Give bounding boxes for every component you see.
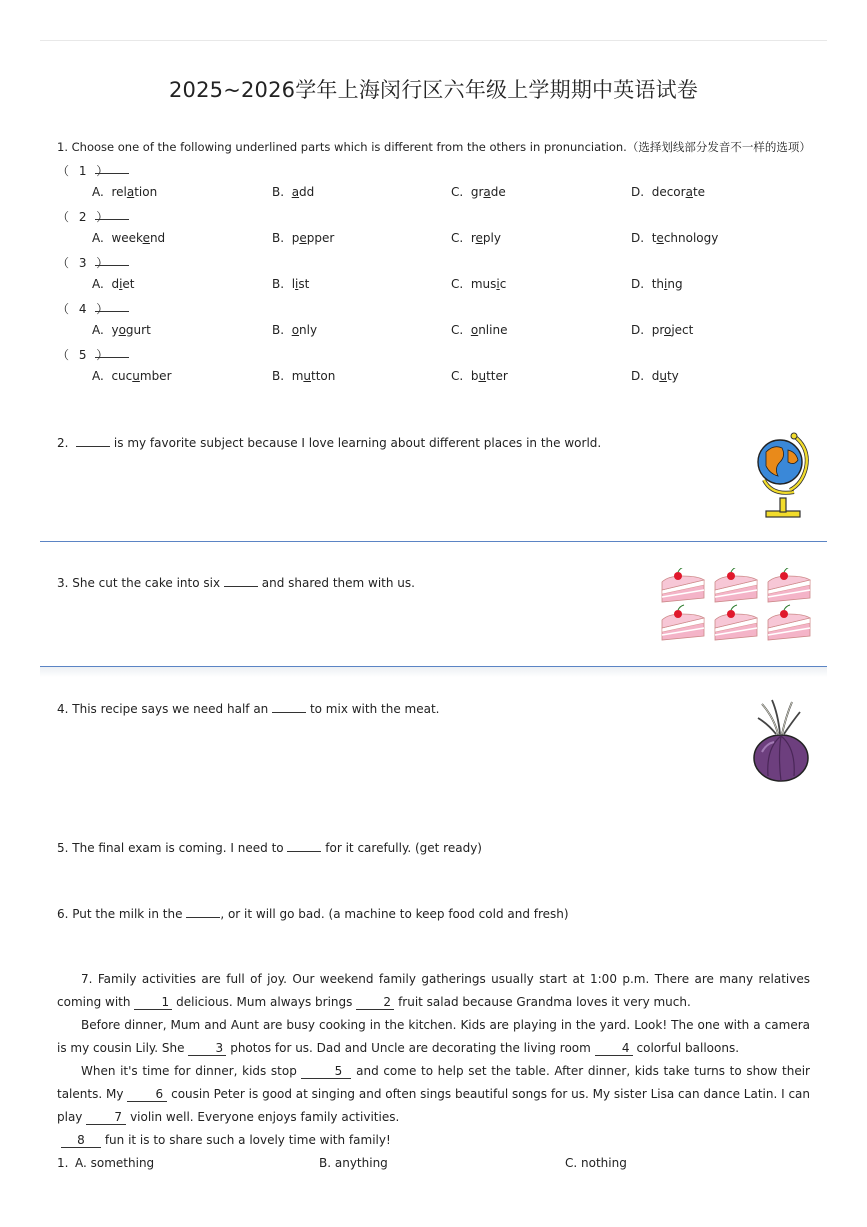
underlined-letter: a [685, 185, 693, 199]
cake-slice [662, 568, 704, 602]
q1-option[interactable] [92, 277, 135, 291]
underlined-letter: u [303, 369, 311, 383]
underlined-letter: a [483, 185, 491, 199]
underlined-letter: i [664, 277, 668, 291]
cake-slice [715, 568, 757, 602]
option-b[interactable]: B. anything [319, 1156, 388, 1170]
q1-option[interactable] [631, 323, 693, 337]
underlined-letter: i [119, 277, 123, 291]
passage-gap-3[interactable]: 3 [188, 1041, 226, 1056]
answer-blank[interactable] [272, 701, 306, 713]
passage-paragraph: Before dinner, Mum and Aunt are busy cooking in the kitchen. Kids are playing in the yard. Look! The one with a camera is my cousin Lily. She 3 photos for us. Dad and Uncle are decorating the living room 4 colorful balloons. [57, 1018, 810, 1055]
passage-gap-4[interactable]: 4 [595, 1041, 633, 1056]
word-part: th [651, 277, 665, 291]
underlined-letter: e [475, 231, 483, 245]
option-label: D. [631, 185, 645, 199]
word-part: pper [306, 231, 335, 245]
q1-item-number: （ 1 ） [57, 164, 112, 178]
word-part: dd [299, 185, 315, 199]
word-part: decor [651, 185, 686, 199]
option-label: D. [631, 323, 645, 337]
answer-blank[interactable] [224, 575, 258, 587]
passage-gap-8[interactable]: 8 [61, 1133, 101, 1148]
answer-blank[interactable] [186, 906, 220, 918]
underlined-letter: u [132, 369, 140, 383]
underlined-letter: u [478, 369, 487, 383]
q1-item-number: （ 5 ） [57, 348, 112, 362]
q1-option[interactable] [631, 277, 683, 291]
word-part: week [111, 231, 143, 245]
option-label: C. [451, 323, 464, 337]
underlined-letter: e [142, 231, 150, 245]
q1-option[interactable] [451, 323, 507, 337]
option-label: A. [92, 231, 104, 245]
word-part: rel [111, 185, 127, 199]
passage-gap-2[interactable]: 2 [356, 995, 394, 1010]
word-part: l [291, 277, 296, 291]
word-part: t [651, 231, 657, 245]
q1-option[interactable] [92, 231, 165, 245]
option-label: B. [272, 323, 285, 337]
option-label: B. [272, 231, 285, 245]
q1-item-number: （ 4 ） [57, 302, 112, 316]
word-part: nline [478, 323, 508, 337]
q1-option[interactable] [272, 231, 334, 245]
cake-slices-image [658, 568, 814, 646]
answer-number: 1. [57, 1156, 69, 1170]
q1-option[interactable] [272, 369, 335, 383]
underlined-letter: e [656, 231, 664, 245]
answer-blank[interactable] [95, 300, 129, 312]
q4-text: 4. This recipe says we need half an to mix with the meat. [57, 702, 440, 716]
q1-option[interactable] [92, 185, 157, 199]
q1-item-number: （ 2 ） [57, 210, 112, 224]
q1-option[interactable] [451, 231, 501, 245]
q1-option[interactable] [272, 323, 317, 337]
page-title: 2025~2026学年上海闵行区六年级上学期期中英语试卷 [168, 78, 699, 102]
underlined-letter: a [126, 185, 135, 199]
section-shadow [40, 667, 827, 677]
underlined-letter: u [659, 369, 667, 383]
word-part: gurt [125, 323, 151, 337]
passage-gap-7[interactable]: 7 [86, 1110, 126, 1125]
q1-option[interactable] [92, 369, 172, 383]
q2-text: 2. is my favorite subject because I love learning about different places in the world. [57, 436, 602, 450]
answer-blank[interactable] [95, 254, 129, 266]
globe-icon [752, 428, 812, 520]
word-part: tton [311, 369, 336, 383]
option-label: B. [272, 185, 285, 199]
cake-slice [662, 605, 704, 640]
underlined-letter: o [291, 323, 300, 337]
option-label: C. [451, 231, 464, 245]
word-part: nd [149, 231, 166, 245]
q1-option[interactable] [451, 185, 506, 199]
word-part: de [490, 185, 506, 199]
word-part: pr [651, 323, 664, 337]
word-part: y [111, 323, 119, 337]
q3-text: 3. She cut the cake into six and shared them with us. [57, 576, 415, 590]
cake-slice [768, 605, 810, 640]
underlined-letter: i [295, 277, 299, 291]
q7-passage [57, 968, 810, 1152]
q1-option[interactable] [451, 369, 508, 383]
word-part: m [291, 369, 304, 383]
word-part: nly [299, 323, 318, 337]
answer-blank[interactable] [287, 840, 321, 852]
word-part: d [651, 369, 660, 383]
option-label: B. [272, 277, 285, 291]
option-label: A. [92, 185, 104, 199]
word-part: et [122, 277, 135, 291]
word-part: p [291, 231, 300, 245]
option-c[interactable]: C. nothing [565, 1156, 627, 1170]
option-a[interactable]: A. something [75, 1156, 155, 1170]
underlined-letter: o [118, 323, 126, 337]
word-part: d [111, 277, 120, 291]
q1-item-number: （ 3 ） [57, 256, 112, 270]
answer-blank[interactable] [95, 162, 129, 174]
answer-blank[interactable] [95, 346, 129, 358]
word-part: ty [666, 369, 679, 383]
underlined-letter: a [291, 185, 300, 199]
word-part: st [298, 277, 310, 291]
q6-text: 6. Put the milk in the , or it will go bad. (a machine to keep food cold and fresh) [57, 907, 569, 921]
passage-paragraph: 7. Family activities are full of joy. Our weekend family gatherings usually start at 1:00 p.m. There are many relatives coming with 1 delicious. Mum always brings 2 fruit salad because Grandma loves it very much. [57, 972, 810, 1009]
word-part: r [470, 231, 476, 245]
q1-option[interactable] [631, 369, 679, 383]
passage-gap-5[interactable]: 5 [301, 1064, 351, 1079]
q1-option[interactable] [272, 185, 314, 199]
word-part: b [470, 369, 479, 383]
word-part: cuc [111, 369, 133, 383]
word-part: gr [470, 185, 484, 199]
q1-option[interactable] [631, 231, 718, 245]
word-part: ply [482, 231, 501, 245]
onion-image [748, 696, 814, 786]
answer-blank[interactable] [76, 435, 110, 447]
option-label: D. [631, 369, 645, 383]
passage-paragraph: 8 fun it is to share such a lovely time with family! [57, 1129, 810, 1152]
passage-paragraph: When it's time for dinner, kids stop 5 and come to help set the table. After dinner, kids take turns to show their talents. My 6 cousin Peter is good at singing and often sings beautiful songs for us. My sister Lisa can dance Latin. I can play 7 violin well. Everyone enjoys family activities. [57, 1064, 811, 1124]
underlined-letter: o [470, 323, 479, 337]
cake-slice [768, 568, 810, 602]
underlined-letter: o [664, 323, 672, 337]
q1-option[interactable] [631, 185, 705, 199]
passage-gap-1[interactable]: 1 [134, 995, 172, 1010]
underlined-letter: e [299, 231, 307, 245]
top-divider [40, 40, 827, 41]
word-part: mus [470, 277, 497, 291]
answer-row-1 [57, 1156, 68, 1170]
answer-blank[interactable] [95, 208, 129, 220]
option-label: D. [631, 277, 645, 291]
word-part: tter [486, 369, 508, 383]
word-part: tion [134, 185, 158, 199]
option-label: B. [272, 369, 285, 383]
passage-gap-6[interactable]: 6 [127, 1087, 167, 1102]
option-label: A. [92, 277, 104, 291]
q1-option[interactable] [92, 323, 151, 337]
option-label: D. [631, 231, 645, 245]
word-part: ject [671, 323, 694, 337]
section-divider [40, 541, 827, 542]
option-label: C. [451, 185, 464, 199]
q1-option[interactable] [451, 277, 506, 291]
q1-instruction: 1. Choose one of the following underlined parts which is different from the others in pronunciation.（选择划线部分发音不一样的选项） [57, 140, 811, 154]
cake-slice [715, 605, 757, 640]
option-label: A. [92, 323, 104, 337]
option-label: A. [92, 369, 104, 383]
option-label: C. [451, 369, 464, 383]
word-part: mber [139, 369, 172, 383]
word-part: te [692, 185, 706, 199]
q1-option[interactable] [272, 277, 309, 291]
word-part: c [499, 277, 507, 291]
word-part: ng [667, 277, 683, 291]
word-part: chnology [663, 231, 719, 245]
option-label: C. [451, 277, 464, 291]
underlined-letter: i [496, 277, 500, 291]
q5-text: 5. The final exam is coming. I need to for it carefully. (get ready) [57, 841, 482, 855]
